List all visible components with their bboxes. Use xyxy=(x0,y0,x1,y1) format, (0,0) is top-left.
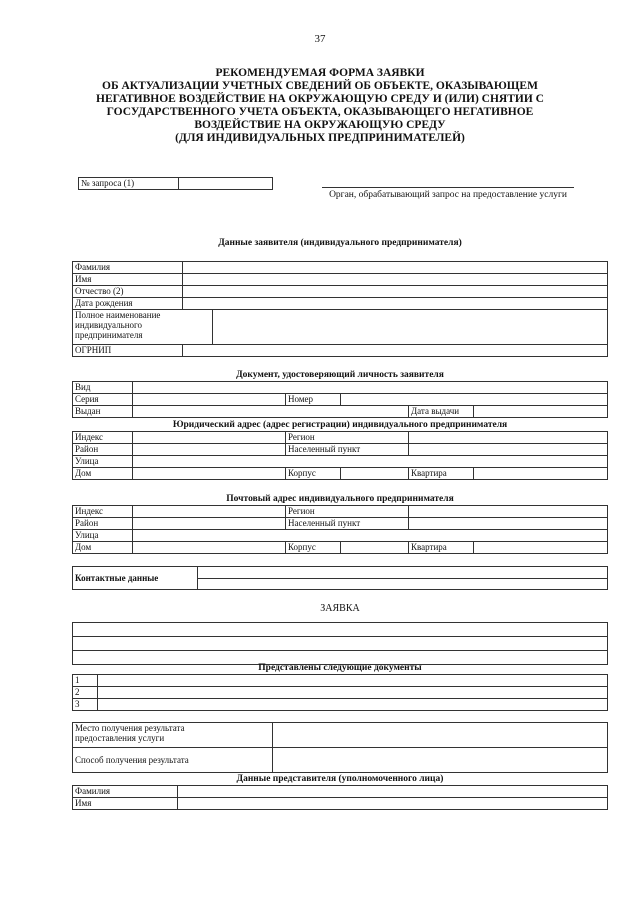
form-title xyxy=(80,67,560,145)
legal-region-label: Регион xyxy=(286,432,409,444)
document-row-number: 3 xyxy=(73,699,98,711)
request-number-field[interactable] xyxy=(179,178,273,190)
full-name-label-line: Полное наименование xyxy=(75,310,161,320)
rep-name-label: Имя xyxy=(73,798,178,810)
postal-locality-label: Населенный пункт xyxy=(286,518,409,530)
ogrnip-field[interactable] xyxy=(183,345,608,357)
legal-district-field[interactable] xyxy=(133,444,286,456)
postal-index-label: Индекс xyxy=(73,506,133,518)
documents-table xyxy=(72,674,608,711)
doc-number-label: Номер xyxy=(286,394,341,406)
identity-doc-table xyxy=(72,381,608,418)
rep-surname-field[interactable] xyxy=(178,786,608,798)
contacts-field[interactable] xyxy=(198,567,608,590)
legal-building-field[interactable] xyxy=(341,468,409,480)
full-name-field[interactable] xyxy=(213,310,608,345)
applicant-heading: Данные заявителя (индивидуального предпринимателя) xyxy=(218,238,462,248)
result-place-label-line: Место получения результата xyxy=(75,723,185,733)
full-name-label-line: предпринимателя xyxy=(75,330,143,340)
doc-issue-date-field[interactable] xyxy=(474,406,608,418)
legal-house-label: Дом xyxy=(73,468,133,480)
contacts-label: Контактные данные xyxy=(73,567,198,590)
representative-heading: Данные представителя (уполномоченного лица) xyxy=(236,774,444,784)
result-place-label xyxy=(73,723,273,748)
document-row-field[interactable] xyxy=(98,699,608,711)
surname-field[interactable] xyxy=(183,262,608,274)
title-line: ГОСУДАРСТВЕННОГО УЧЕТА ОБЪЕКТА, ОКАЗЫВАЮЩЕГО НЕГАТИВНОЕ xyxy=(106,106,534,118)
title-line: НЕГАТИВНОЕ ВОЗДЕЙСТВИЕ НА ОКРУЖАЮЩУЮ СРЕДУ И (ИЛИ) СНЯТИИ С xyxy=(96,93,544,105)
document-row-field[interactable] xyxy=(98,687,608,699)
patronymic-label: Отчество (2) xyxy=(73,286,183,298)
name-field[interactable] xyxy=(183,274,608,286)
applicant-table xyxy=(72,261,608,357)
request-number-label: № запроса (1) xyxy=(79,178,179,190)
legal-street-field[interactable] xyxy=(133,456,608,468)
legal-district-label: Район xyxy=(73,444,133,456)
legal-index-field[interactable] xyxy=(133,432,286,444)
postal-house-field[interactable] xyxy=(133,542,286,554)
result-place-label-line: предоставления услуги xyxy=(75,733,165,743)
organ-caption: Орган, обрабатывающий запрос на предоставление услуги xyxy=(329,190,567,200)
doc-type-field[interactable] xyxy=(133,382,608,394)
birth-date-label: Дата рождения xyxy=(73,298,183,310)
rep-name-field[interactable] xyxy=(178,798,608,810)
postal-address-table xyxy=(72,505,608,554)
request-table xyxy=(72,622,608,665)
doc-issued-field[interactable] xyxy=(133,406,409,418)
legal-apartment-label: Квартира xyxy=(409,468,474,480)
doc-series-field[interactable] xyxy=(133,394,286,406)
postal-index-field[interactable] xyxy=(133,506,286,518)
page-number: 37 xyxy=(314,33,326,45)
document-row-number: 2 xyxy=(73,687,98,699)
postal-apartment-label: Квартира xyxy=(409,542,474,554)
legal-address-table xyxy=(72,431,608,480)
patronymic-field[interactable] xyxy=(183,286,608,298)
legal-street-label: Улица xyxy=(73,456,133,468)
organ-signature-line xyxy=(322,187,574,188)
document-row-number: 1 xyxy=(73,675,98,687)
postal-district-field[interactable] xyxy=(133,518,286,530)
title-line: ОБ АКТУАЛИЗАЦИИ УЧЕТНЫХ СВЕДЕНИЙ ОБ ОБЪЕКТЕ, ОКАЗЫВАЮЩЕМ xyxy=(102,80,538,92)
birth-date-field[interactable] xyxy=(183,298,608,310)
postal-house-label: Дом xyxy=(73,542,133,554)
full-name-label-line: индивидуального xyxy=(75,320,143,330)
postal-street-label: Улица xyxy=(73,530,133,542)
doc-series-label: Серия xyxy=(73,394,133,406)
rep-surname-label: Фамилия xyxy=(73,786,178,798)
legal-apartment-field[interactable] xyxy=(474,468,608,480)
document-row-field[interactable] xyxy=(98,675,608,687)
postal-building-field[interactable] xyxy=(341,542,409,554)
doc-type-label: Вид xyxy=(73,382,133,394)
postal-building-label: Корпус xyxy=(286,542,341,554)
full-name-label xyxy=(73,310,213,345)
legal-locality-label: Населенный пункт xyxy=(286,444,409,456)
request-heading: ЗАЯВКА xyxy=(320,603,360,614)
postal-region-field[interactable] xyxy=(409,506,608,518)
request-text-line[interactable] xyxy=(73,637,608,651)
request-text-line[interactable] xyxy=(73,623,608,637)
legal-house-field[interactable] xyxy=(133,468,286,480)
documents-heading: Представлены следующие документы xyxy=(258,663,422,673)
name-label: Имя xyxy=(73,274,183,286)
doc-issue-date-label: Дата выдачи xyxy=(409,406,474,418)
legal-locality-field[interactable] xyxy=(409,444,608,456)
result-method-label: Способ получения результата xyxy=(73,748,273,773)
title-line: РЕКОМЕНДУЕМАЯ ФОРМА ЗАЯВКИ xyxy=(215,67,425,79)
postal-district-label: Район xyxy=(73,518,133,530)
title-line: (ДЛЯ ИНДИВИДУАЛЬНЫХ ПРЕДПРИНИМАТЕЛЕЙ) xyxy=(175,132,465,144)
result-table xyxy=(72,722,608,773)
result-place-field[interactable] xyxy=(273,723,608,748)
legal-region-field[interactable] xyxy=(409,432,608,444)
request-number-table xyxy=(78,177,273,190)
postal-street-field[interactable] xyxy=(133,530,608,542)
legal-building-label: Корпус xyxy=(286,468,341,480)
postal-locality-field[interactable] xyxy=(409,518,608,530)
legal-address-heading: Юридический адрес (адрес регистрации) индивидуального предпринимателя xyxy=(172,420,508,430)
postal-address-heading: Почтовый адрес индивидуального предпринимателя xyxy=(226,494,454,504)
doc-issued-label: Выдан xyxy=(73,406,133,418)
surname-label: Фамилия xyxy=(73,262,183,274)
title-line: ВОЗДЕЙСТВИЕ НА ОКРУЖАЮЩУЮ СРЕДУ xyxy=(194,119,446,131)
ogrnip-label: ОГРНИП xyxy=(73,345,183,357)
doc-number-field[interactable] xyxy=(341,394,608,406)
postal-apartment-field[interactable] xyxy=(474,542,608,554)
representative-table xyxy=(72,785,608,810)
identity-doc-heading: Документ, удостоверяющий личность заявителя xyxy=(236,370,444,380)
postal-region-label: Регион xyxy=(286,506,409,518)
legal-index-label: Индекс xyxy=(73,432,133,444)
result-method-field[interactable] xyxy=(273,748,608,773)
contacts-table xyxy=(72,566,608,590)
